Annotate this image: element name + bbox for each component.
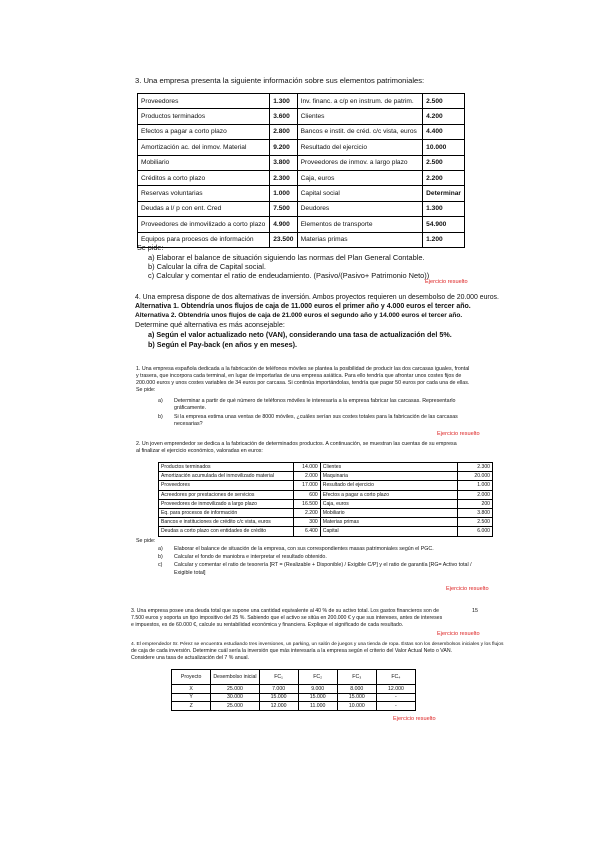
exercise-4b-table-cell: 15.000 (259, 693, 298, 702)
exercise-3-table-row (138, 109, 465, 124)
exercise-4b-table-row (172, 685, 416, 694)
exercise-2b-table-row (159, 472, 493, 481)
exercise-2b-table-cell: 300 (293, 518, 320, 527)
exercise-3b-line-2: 7.500 euros y soporta un tipo impositivo del 25 %. Sabiendo que el activo se sitúa en 200.000 € y que sus intereses, antes de intereses (131, 615, 443, 621)
exercise-3-table-cell: Reservas voluntarias (138, 186, 270, 201)
exercise-3-resuelto-link[interactable]: Ejercicio resuelto (425, 279, 468, 285)
exercise-2b-table-cell: 600 (293, 490, 320, 499)
exercise-4b-table-cell: 9.000 (298, 685, 337, 694)
exercise-2b-table-cell: Caja, euros (320, 499, 457, 508)
exercise-1b-item-a-letter: a) (158, 398, 163, 404)
exercise-2b-table-cell: 16.500 (293, 499, 320, 508)
exercise-4-line-1: 4. Una empresa dispone de dos alternativas de inversión. Ambos proyectos requieren un desembolso de 20.000 euros. (135, 294, 499, 301)
exercise-3-item-b: b) Calcular la cifra de Capital social. (148, 262, 266, 271)
exercise-4b-table-cell: 12.000 (259, 702, 298, 711)
exercise-2b-table-cell: Proveedores (159, 481, 294, 490)
exercise-2b-table (158, 462, 493, 537)
exercise-2b-item-b-text: Calcular el fondo de maniobra e interpretar el resultado obtenido. (174, 554, 327, 560)
exercise-3-table-cell: Amortización ac. del inmov. Material (138, 140, 270, 155)
exercise-1b-line-1: 1. Una empresa española dedicada a la fabricación de teléfonos móviles se plantea la posibilidad de producir las dos carcasas iguales, frontal (136, 366, 470, 372)
exercise-3-table-cell: Determinar (423, 186, 465, 201)
exercise-3-table-cell: 2.500 (423, 155, 465, 170)
exercise-4b-table-cell: 25.000 (211, 702, 259, 711)
exercise-4b-table-header-cell: FC₄ (376, 670, 415, 685)
exercise-3-table-cell: Caja, euros (297, 170, 423, 185)
exercise-3-table-row (138, 140, 465, 155)
exercise-4b-table-cell: - (376, 693, 415, 702)
exercise-4b-table-header-cell: Desembolso inicial (211, 670, 259, 685)
exercise-2b-table-cell: Resultado del ejercicio (320, 481, 457, 490)
exercise-3-table-cell: 1.200 (423, 232, 465, 247)
exercise-2b-table-cell: Maquinaria (320, 472, 457, 481)
exercise-3b-resuelto-link[interactable]: Ejercicio resuelto (437, 631, 480, 637)
exercise-3-table-cell: Deudas a l/ p con ent. Cred (138, 201, 270, 216)
exercise-2b-table-row (159, 490, 493, 499)
exercise-4b-table-header-cell: FC₂ (298, 670, 337, 685)
exercise-1b-item-b-text: Si la empresa estima unas ventas de 8000 móviles, ¿cuáles serían sus costes totales para la fabricación de las carcasas (174, 414, 458, 420)
exercise-3-table-cell: 2.300 (270, 170, 297, 185)
exercise-2b-table-cell: Mobiliario (320, 508, 457, 517)
exercise-4b-table (171, 669, 416, 711)
exercise-3-table-row (138, 170, 465, 185)
exercise-4b-table-cell: Z (172, 702, 211, 711)
exercise-3-table-cell: 4.400 (423, 124, 465, 139)
exercise-2b-table-cell: 20.000 (458, 472, 493, 481)
exercise-3b-line-3: e impuestos, es de 60.000 €, calcule su rentabilidad económica y financiera. Explique el significado de cada resultado. (131, 622, 404, 628)
exercise-2b-table-cell: 14.000 (293, 463, 320, 472)
exercise-2b-table-cell: 6.000 (458, 527, 493, 536)
exercise-3-table-cell: Capital social (297, 186, 423, 201)
exercise-1b-item-b-cont: necesarias? (174, 421, 203, 427)
exercise-3-table-cell: 3.600 (270, 109, 297, 124)
exercise-1b-line-3: 200.000 euros y unos costes variables de 34 euros por carcasa. Si continúa importándolas, tendría que pagar 50 euros por cada una de ellas. (136, 380, 470, 386)
exercise-2b-table-cell: Acreedores por prestaciones de servicios (159, 490, 294, 499)
exercise-4b-table-cell: X (172, 685, 211, 694)
exercise-1b-line-2: y trasera, que incorpora cada terminal, en lugar de importarlas de una empresa asiática. Para ello tendría que afrontar unos costes fijos de (136, 373, 462, 379)
exercise-2b-se-pide: Se pide: (136, 538, 156, 544)
exercise-3-table-cell: 1.000 (270, 186, 297, 201)
exercise-3-table-row (138, 124, 465, 139)
exercise-3-table-cell: 4.900 (270, 217, 297, 232)
exercise-3-table-row (138, 201, 465, 216)
exercise-3-table-cell: Proveedores (138, 94, 270, 109)
exercise-2b-table-cell: Materias primas (320, 518, 457, 527)
exercise-3-table-cell: Créditos a corto plazo (138, 170, 270, 185)
exercise-4-line-3: Alternativa 2. Obtendría unos flujos de caja de 21.000 euros el segundo año y 14.000 euros el tercer año. (135, 312, 463, 319)
exercise-1b-item-a-text: Determinar a partir de qué número de teléfonos móviles le interesaría a la empresa fabricar las carcasas. Representarlo (174, 398, 456, 404)
exercise-3-table-cell: Inv. financ. a c/p en instrum. de patrim. (297, 94, 423, 109)
exercise-2b-table-cell: 2.200 (293, 508, 320, 517)
exercise-2b-table-cell: Productos terminados (159, 463, 294, 472)
exercise-3b-line-1: 3. Una empresa posee una deuda total que supone una cantidad equivalente al 40 % de su activo total. Los gastos financieros son de (131, 608, 440, 614)
exercise-4b-line-3: Considere una tasa de actualización del 7 % anual. (131, 655, 249, 661)
exercise-2b-item-b-letter: b) (158, 554, 163, 560)
exercise-4b-table-header (172, 670, 416, 685)
exercise-2b-table-cell: 2.000 (293, 472, 320, 481)
exercise-2b-table-row (159, 499, 493, 508)
exercise-2b-table-row (159, 508, 493, 517)
exercise-1b-item-b-letter: b) (158, 414, 163, 420)
exercise-3-table-cell: Proveedores de inmov. a largo plazo (297, 155, 423, 170)
exercise-4-line-4: Determine qué alternativa es más aconsejable: (135, 320, 285, 329)
exercise-3-table-row (138, 186, 465, 201)
exercise-1b-resuelto-link[interactable]: Ejercicio resuelto (437, 431, 480, 437)
exercise-2b-item-c-cont: Exigible total] (174, 570, 206, 576)
exercise-2b-line-1: 2. Un joven emprendedor se dedica a la fabricación de determinados productos. A continuación, se muestran las cuentas de su empresa (136, 441, 457, 447)
exercise-4b-resuelto-link[interactable]: Ejercicio resuelto (393, 716, 436, 722)
exercise-4-item-b: b) Según el Pay-back (en años y en meses). (148, 340, 297, 349)
exercise-4b-table-cell: 7.000 (259, 685, 298, 694)
exercise-3-table-cell: Resultado del ejercicio (297, 140, 423, 155)
exercise-2b-table-cell: 200 (458, 499, 493, 508)
exercise-4b-table-header-cell: Proyecto (172, 670, 211, 685)
exercise-3-table (137, 93, 465, 248)
exercise-2b-item-a-letter: a) (158, 546, 163, 552)
exercise-4-line-2: Alternativa 1. Obtendría unos flujos de caja de 11.000 euros el primer año y 4.000 euros el tercer año. (135, 303, 471, 310)
exercise-3-table-cell: Elementos de transporte (297, 217, 423, 232)
exercise-4b-table-cell: 15.000 (337, 693, 376, 702)
exercise-4b-table-cell: 8.000 (337, 685, 376, 694)
exercise-3-table-cell: 2.800 (270, 124, 297, 139)
exercise-3-table-cell: Bancos e instit. de créd. c/c vista, euros (297, 124, 423, 139)
exercise-4-item-a: a) Según el valor actualizado neto (VAN), considerando una tasa de actualización del 5%. (148, 330, 452, 339)
exercise-4b-table-cell: Y (172, 693, 211, 702)
exercise-2b-table-cell: 1.000 (458, 481, 493, 490)
exercise-2b-table-cell: Bancos e instituciones de crédito c/c vista, euros (159, 518, 294, 527)
exercise-2b-table-cell: 17.000 (293, 481, 320, 490)
exercise-2b-item-a-text: Elaborar el balance de situación de la empresa, con sus correspondientes masas patrimoniales según el PGC. (174, 546, 434, 552)
exercise-3-table-cell: 1.300 (270, 94, 297, 109)
exercise-3-table-cell: 54.900 (423, 217, 465, 232)
exercise-4b-table-cell: 25.000 (211, 685, 259, 694)
exercise-3-table-cell: 4.200 (423, 109, 465, 124)
exercise-3-table-cell: 7.500 (270, 201, 297, 216)
exercise-3-table-cell: 3.800 (270, 155, 297, 170)
exercise-2b-table-cell: 2.300 (458, 463, 493, 472)
exercise-2b-table-cell: Amortización acumulada del inmovilizado material (159, 472, 294, 481)
exercise-2b-table-row (159, 481, 493, 490)
exercise-3-se-pide: Se pide: (137, 243, 164, 252)
exercise-4b-line-2: de caja de cada inversión. Determine cuál sería la inversión que más interesaría a la empresa según el criterio del Valor Actual Neto o VAN. (131, 648, 453, 654)
exercise-3-table-cell: Clientes (297, 109, 423, 124)
exercise-2b-table-cell: Clientes (320, 463, 457, 472)
exercise-3-item-a: a) Elaborar el balance de situación siguiendo las normas del Plan General Contable. (148, 253, 425, 262)
exercise-2b-item-c-text: Calcular y comentar el ratio de tesorería [RT = (Realizable + Disponible) / Exigible C/P] y el ratio de garantía [RG= Activo total / (174, 562, 472, 568)
exercise-4b-table-header-cell: FC₃ (337, 670, 376, 685)
exercise-3-table-cell: Materias primas (297, 232, 423, 247)
exercise-4b-table-cell: 11.000 (298, 702, 337, 711)
exercise-3-table-row (138, 217, 465, 232)
exercise-2b-table-cell: Eq. para procesos de información (159, 508, 294, 517)
exercise-2b-table-cell: 2.500 (458, 518, 493, 527)
exercise-1b-line-4: Se pide: (136, 387, 156, 393)
exercise-3-table-cell: 23.500 (270, 232, 297, 247)
exercise-3-table-cell: 2.500 (423, 94, 465, 109)
exercise-3b-margin-number: 15 (472, 608, 478, 614)
exercise-3-item-c: c) Calcular y comentar el ratio de endeudamiento. (Pasivo/(Pasivo+ Patrimonio Neto)) (148, 271, 430, 280)
exercise-4b-table-cell: 30.000 (211, 693, 259, 702)
exercise-2b-table-cell: Capital (320, 527, 457, 536)
exercise-3-table-cell: Efectos a pagar a corto plazo (138, 124, 270, 139)
exercise-3-table-row (138, 94, 465, 109)
exercise-3-table-cell: 2.200 (423, 170, 465, 185)
exercise-3-table-cell: Deudores (297, 201, 423, 216)
exercise-4b-table-row (172, 693, 416, 702)
exercise-4b-line-1: 4. El emprendedor Sr. Pérez se encuentra estudiando tres inversiones, un parking, un salón de juegos y una tienda de ropa. Éstas son los desembolsos iniciales y los flujos (131, 642, 504, 647)
exercise-4b-table-header-cell: FC₁ (259, 670, 298, 685)
exercise-3-table-cell: Productos terminados (138, 109, 270, 124)
exercise-2b-resuelto-link[interactable]: Ejercicio resuelto (446, 586, 489, 592)
exercise-2b-table-cell: 3.800 (458, 508, 493, 517)
exercise-2b-table-cell: 2.000 (458, 490, 493, 499)
exercise-2b-item-c-letter: c) (158, 562, 163, 568)
exercise-2b-table-row (159, 463, 493, 472)
exercise-1b-item-a-cont: gráficamente. (174, 405, 207, 411)
exercise-3-title: 3. Una empresa presenta la siguiente información sobre sus elementos patrimoniales: (135, 76, 425, 85)
exercise-4b-table-row (172, 702, 416, 711)
exercise-3-table-cell: Proveedores de inmovilizado a corto plazo (138, 217, 270, 232)
exercise-4b-table-cell: 15.000 (298, 693, 337, 702)
exercise-2b-table-cell: 6.400 (293, 527, 320, 536)
exercise-3-table-cell: Equipos para procesos de información (138, 232, 270, 247)
exercise-4b-table-cell: 12.000 (376, 685, 415, 694)
exercise-3-table-cell: 9.200 (270, 140, 297, 155)
exercise-3-table-cell: Mobiliario (138, 155, 270, 170)
exercise-2b-line-2: al finalizar el ejercicio económico, valoradas en euros: (136, 448, 263, 454)
exercise-2b-table-row (159, 518, 493, 527)
exercise-3-table-row (138, 155, 465, 170)
exercise-3-table-cell: 10.000 (423, 140, 465, 155)
exercise-3-table-row (138, 232, 465, 247)
exercise-2b-table-row (159, 527, 493, 536)
exercise-2b-table-cell: Proveedores de inmovilizado a largo plazo (159, 499, 294, 508)
exercise-3-table-cell: 1.300 (423, 201, 465, 216)
exercise-4b-table-cell: 10.000 (337, 702, 376, 711)
exercise-2b-table-cell: Efectos a pagar a corto plazo (320, 490, 457, 499)
exercise-2b-table-cell: Deudas a corto plazo con entidades de crédito (159, 527, 294, 536)
exercise-4b-table-cell: - (376, 702, 415, 711)
